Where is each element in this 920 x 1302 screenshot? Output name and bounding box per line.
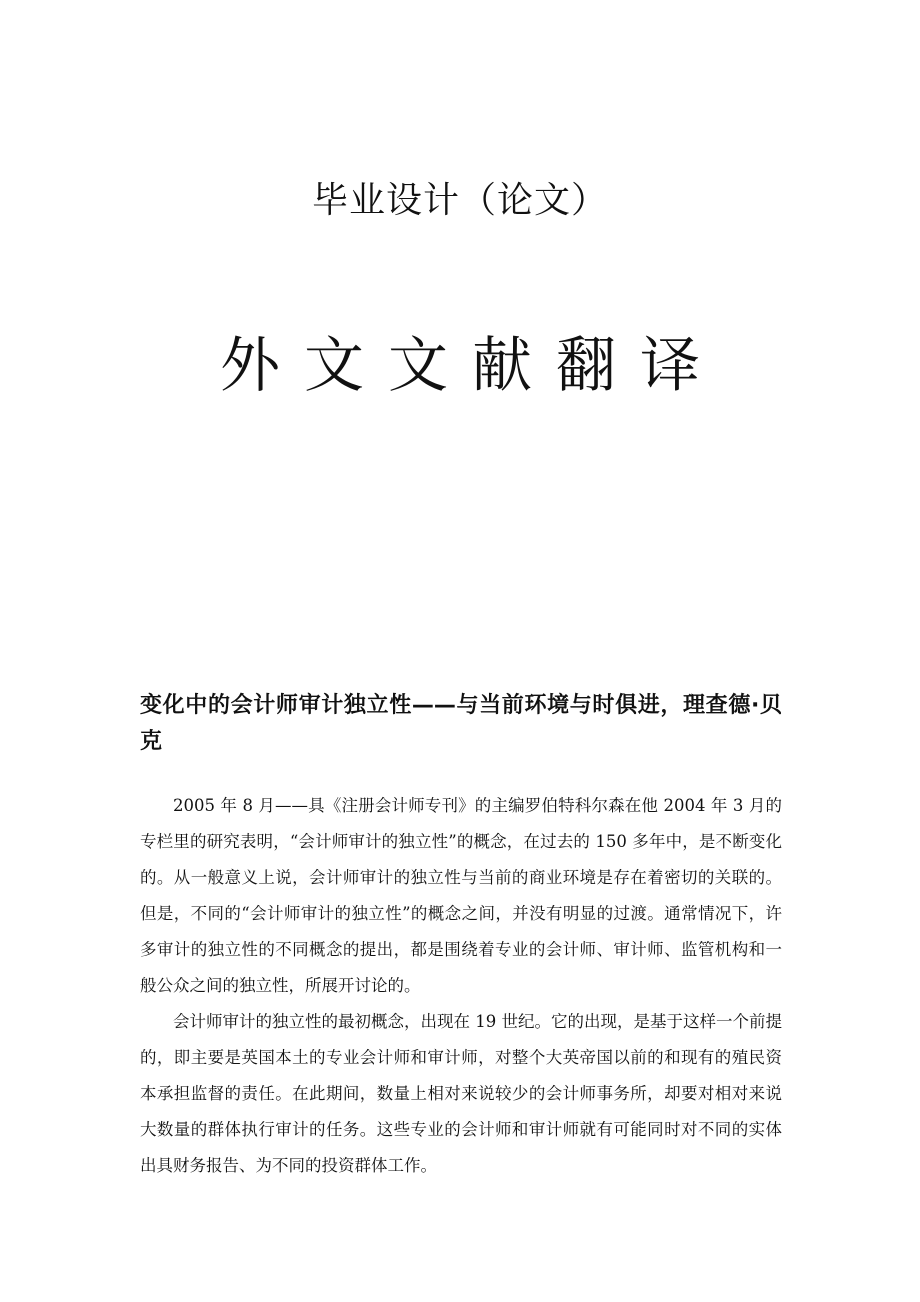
- article-title: 变化中的会计师审计独立性——与当前环境与时俱进，理查德·贝克: [140, 693, 782, 754]
- article-body: [140, 788, 782, 1184]
- cover-title: 毕业设计（论文）: [311, 180, 608, 221]
- cover-subtitle: 外文文献翻译: [220, 331, 724, 401]
- body-paragraph: 2005 年 8 月——具《注册会计师专刊》的主编罗伯特科尔森在他 2004 年 3 月的专栏里的研究表明，“会计师审计的独立性”的概念，在过去的 150 多年中，是不断变化的。从一般意义上说，会计师审计的独立性与当前的商业环境是存在着密切的关联的。但是，不同的“会计师审计的独立性”的概念之间，并没有明显的过渡。通常情况下，许多审计的独立性的不同概念的提出，都是围绕着专业的会计师、审计师、监管机构和一般公众之间的独立性，所展开讨论的。: [140, 796, 782, 995]
- body-paragraph: 会计师审计的独立性的最初概念，出现在 19 世纪。它的出现，是基于这样一个前提的，即主要是英国本土的专业会计师和审计师，对整个大英帝国以前的和现有的殖民资本承担监督的责任。在此期间，数量上相对来说较少的会计师事务所，却要对相对来说大数量的群体执行审计的任务。这些专业的会计师和审计师就有可能同时对不同的实体出具财务报告、为不同的投资群体工作。: [140, 1012, 782, 1175]
